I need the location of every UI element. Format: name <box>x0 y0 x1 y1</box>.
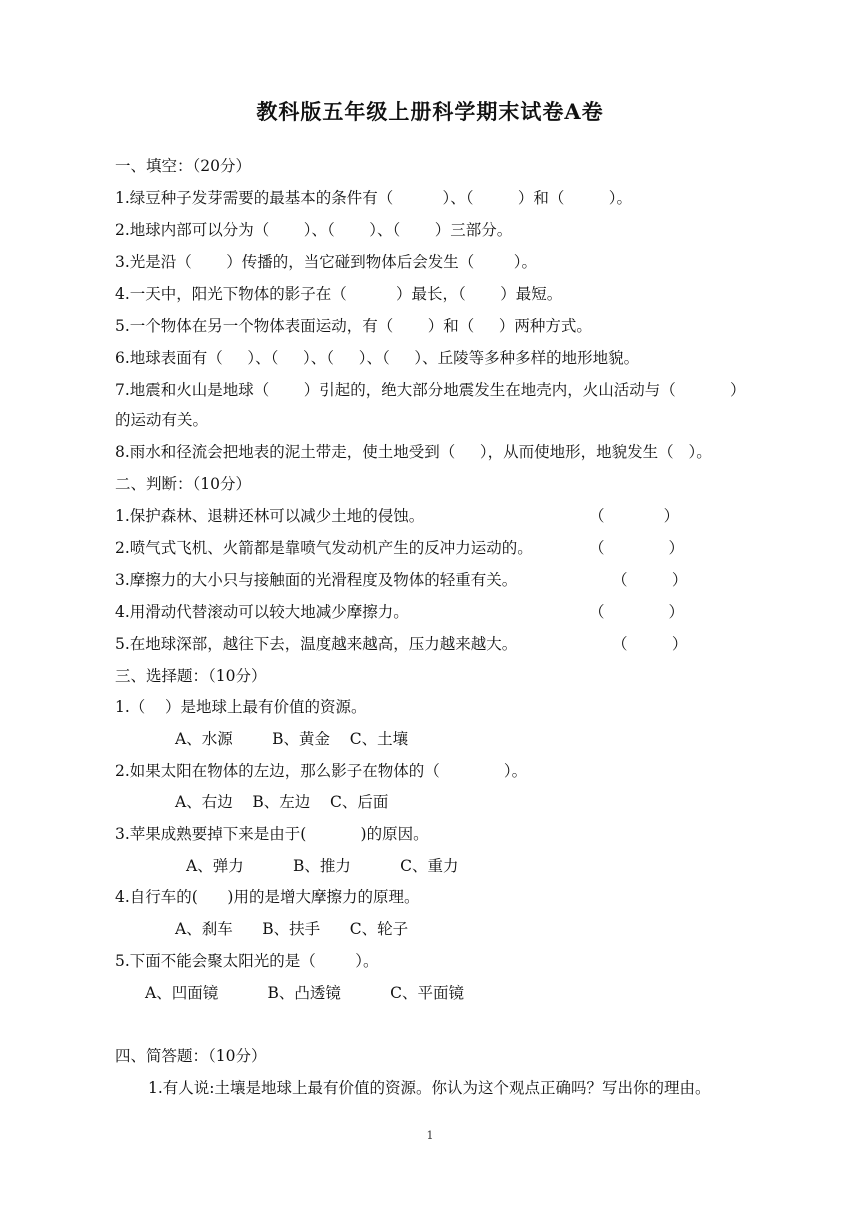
section-3-heading: 三、选择题：（10分） <box>115 667 267 685</box>
choice-options-4: A、刹车 B、扶手 C、轮子 <box>175 920 409 938</box>
section-1-heading: 一、填空：（20分） <box>115 157 251 175</box>
judge-bracket-5: （ ） <box>612 635 688 653</box>
fill-item-8: 8.雨水和径流会把地表的泥土带走，使土地受到（ ），从而使地形，地貌发生（ ）。 <box>115 443 712 461</box>
exam-title: 教科版五年级上册科学期末试卷A卷 <box>256 99 604 124</box>
judge-item-1: 1.保护森林、退耕还林可以减少土地的侵蚀。 <box>115 507 425 525</box>
fill-item-5: 5.一个物体在另一个物体表面运动，有（ ）和（ ）两种方式。 <box>115 317 592 335</box>
choice-options-1: A、水源 B、黄金 C、土壤 <box>175 730 409 748</box>
choice-question-4: 4.自行车的( )用的是增大摩擦力的原理。 <box>115 888 420 906</box>
page-number: 1 <box>426 1129 434 1142</box>
judge-item-2: 2.喷气式飞机、火箭都是靠喷气发动机产生的反冲力运动的。 <box>115 539 533 557</box>
choice-options-5: A、凹面镜 B、凸透镜 C、平面镜 <box>145 984 464 1002</box>
fill-item-1: 1.绿豆种子发芽需要的最基本的条件有（ ）、（ ）和（ ）。 <box>115 189 632 207</box>
choice-question-1: 1.（ ）是地球上最有价值的资源。 <box>115 698 367 716</box>
judge-bracket-4: （ ） <box>589 603 685 621</box>
judge-bracket-3: （ ） <box>612 571 688 589</box>
fill-item-7-cont: 的运动有关。 <box>115 411 209 429</box>
judge-item-5: 5.在地球深部，越往下去，温度越来越高，压力越来越大。 <box>115 635 518 653</box>
choice-question-3: 3.苹果成熟要掉下来是由于( )的原因。 <box>115 825 429 843</box>
section-4-heading: 四、简答题：（10分） <box>115 1047 267 1065</box>
section-2-heading: 二、判断：（10分） <box>115 475 251 493</box>
choice-question-5: 5.下面不能会聚太阳光的是（ ）。 <box>115 952 379 970</box>
choice-options-2: A、右边 B、左边 C、后面 <box>175 793 389 811</box>
choice-question-2: 2.如果太阳在物体的左边，那么影子在物体的（ ）。 <box>115 762 528 780</box>
fill-item-3: 3.光是沿（ ）传播的，当它碰到物体后会发生（ ）。 <box>115 253 537 271</box>
choice-options-3: A、弹力 B、推力 C、重力 <box>186 857 459 875</box>
judge-item-4: 4.用滑动代替滚动可以较大地减少摩擦力。 <box>115 603 409 621</box>
judge-bracket-2: （ ） <box>589 539 685 557</box>
fill-item-4: 4.一天中，阳光下物体的影子在（ ）最长，（ ）最短。 <box>115 285 563 303</box>
judge-bracket-1: （ ） <box>589 507 680 525</box>
fill-item-2: 2.地球内部可以分为（ ）、（ ）、（ ）三部分。 <box>115 221 513 239</box>
short-answer-item-1: 1.有人说:土壤是地球上最有价值的资源。你认为这个观点正确吗？写出你的理由。 <box>148 1079 711 1097</box>
fill-item-7: 7.地震和火山是地球（ ）引起的，绝大部分地震发生在地壳内，火山活动与（ ） <box>115 381 746 399</box>
judge-item-3: 3.摩擦力的大小只与接触面的光滑程度及物体的轻重有关。 <box>115 571 518 589</box>
fill-item-6: 6.地球表面有（ ）、（ ）、（ ）、（ ）、丘陵等多种多样的地形地貌。 <box>115 349 640 367</box>
